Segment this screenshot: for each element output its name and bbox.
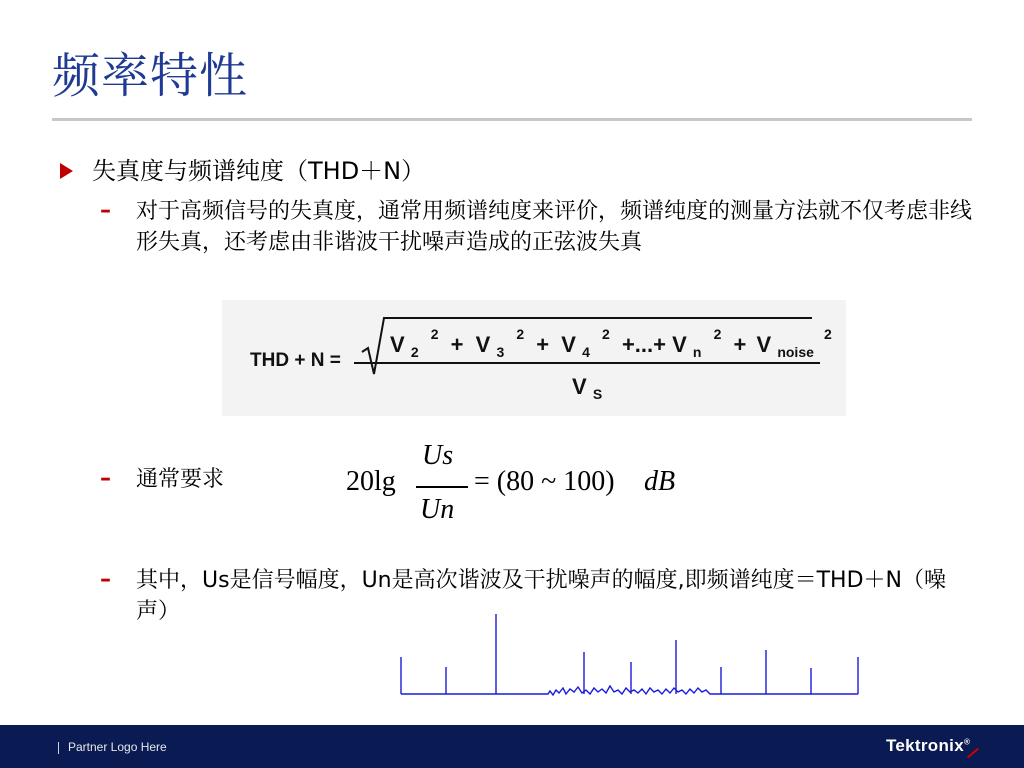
term-v4: V: [561, 332, 576, 357]
tektronix-logo: [886, 736, 970, 756]
svg-text:V 2 2: V $_2$ $^2$ + V $_3$ $^2$ + V $_4$ $^2$ +...+ V $_n$ $^2$ + V $_{noise}$ $^2$: [390, 326, 832, 360]
sub-bullet-requirement: 通常要求: [136, 467, 225, 492]
bullet-thd-n: 失真度与频谱纯度（THD＋N）: [92, 157, 426, 185]
denominator-vs: V: [572, 374, 587, 399]
title-divider: [52, 118, 972, 121]
formula-fraction-bar: [416, 486, 468, 488]
sub-bullet-distortion: 对于高频信号的失真度，通常用频谱纯度来评价，频谱纯度的测量方法就不仅考虑非线形失真，还考虑由非谐波干扰噪声造成的正弦波失真: [136, 199, 973, 255]
dash-icon: –: [100, 198, 111, 223]
term-v2: V: [390, 332, 405, 357]
brand-name: Tektronix: [886, 736, 964, 755]
footer-divider: [58, 742, 59, 754]
sub-bullet-definition: 其中，Us是信号幅度，Un是高次谐波及干扰噪声的幅度,即频谱纯度＝THD＋N（噪声）: [136, 568, 946, 624]
brand-registered: ®: [963, 737, 971, 747]
bullet-arrow-icon: [60, 163, 73, 179]
partner-logo-placeholder: Partner Logo Here: [68, 740, 167, 754]
formula-unit: dB: [644, 466, 676, 497]
term-vn: V: [672, 332, 687, 357]
spectrum-plot: [398, 612, 862, 698]
thd-lhs: THD + N =: [250, 350, 341, 371]
formula-denominator: Un: [420, 494, 455, 525]
svg-text:V S: V $_S$: [572, 374, 603, 402]
term-v3: V: [475, 332, 491, 357]
slide-title: 频率特性: [52, 48, 249, 104]
thd-formula-image: [222, 300, 846, 416]
thd-formula: [222, 300, 846, 416]
dash-icon: –: [100, 567, 111, 592]
formula-rhs: = (80 ~ 100): [474, 466, 615, 497]
term-vnoise: V: [756, 332, 772, 357]
formula-numerator: Us: [422, 440, 454, 471]
formula-coef: 20lg: [346, 466, 396, 497]
dash-icon: –: [100, 466, 111, 491]
spectrum-baseline: [401, 686, 858, 695]
